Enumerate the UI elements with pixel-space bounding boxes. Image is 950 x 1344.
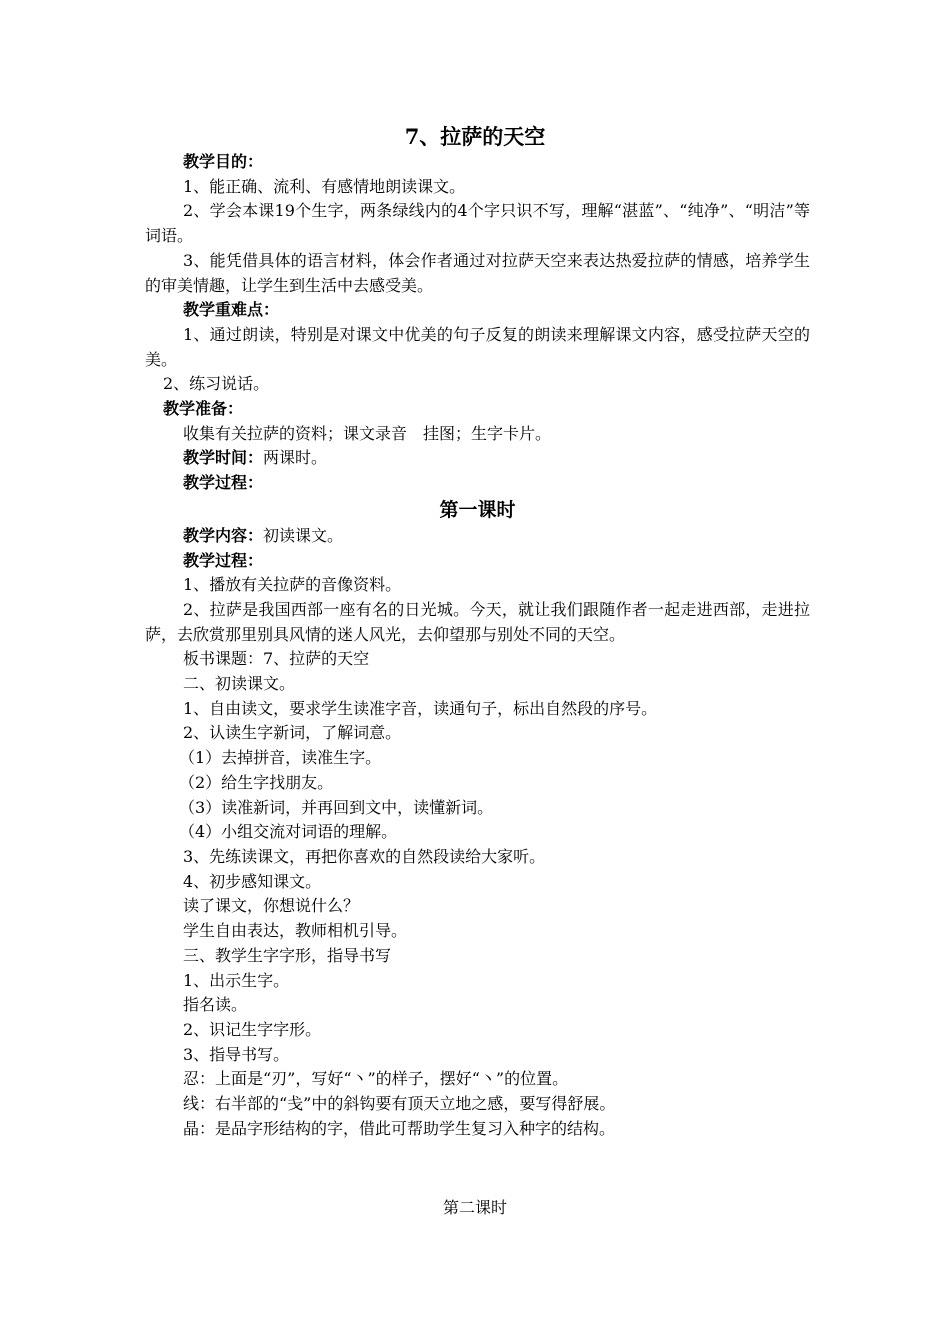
- heading-time: [145, 446, 810, 471]
- paragraph: 1、出示生字。: [183, 970, 290, 990]
- paragraph: 学生自由表达，教师相机引导。: [183, 921, 408, 941]
- heading-label: 教学内容：: [183, 525, 264, 545]
- paragraph: 2、学会本课19个生字，两条绿线内的4个字只识不写，理解“湛蓝”、“纯净”、“明洁”等词语。: [145, 201, 810, 246]
- heading-label: 教学目的：: [183, 152, 264, 171]
- paragraph: （2）给生字找朋友。: [179, 772, 334, 792]
- paragraph: 4、初步感知课文。: [183, 871, 322, 891]
- paragraph: 2、识记生字字形。: [183, 1019, 322, 1039]
- heading-label: 教学过程：: [183, 473, 264, 493]
- heading-label: 教学时间：: [183, 448, 264, 468]
- paragraph: 晶：是品字形结构的字，借此可帮助学生复习入种字的结构。: [183, 1118, 616, 1138]
- heading-value: 初读课文。: [263, 525, 344, 545]
- paragraph: 2、认读生字新词，了解词意。: [183, 723, 402, 743]
- heading-process: [145, 471, 810, 496]
- heading-label: 教学重难点：: [183, 300, 280, 320]
- paragraph: 二、初读课文。: [183, 674, 296, 694]
- heading-objectives: [145, 150, 810, 175]
- paragraph: 忍：上面是“刃”，写好“丶”的样子，摆好“丶”的位置。: [183, 1069, 569, 1089]
- paragraph: 线：右半部的“戋”中的斜钩要有顶天立地之感，要写得舒展。: [183, 1094, 616, 1114]
- lesson-two-heading: 第二课时: [442, 1198, 507, 1217]
- paragraph: 1、通过朗读，特别是对课文中优美的句子反复的朗读来理解课文内容，感受拉萨天空的美。: [145, 324, 810, 369]
- heading-process: [145, 549, 810, 574]
- paragraph: 2、练习说话。: [163, 374, 270, 394]
- paragraph: 收集有关拉萨的资料；课文录音 挂图；生字卡片。: [183, 423, 552, 443]
- paragraph: （1）去掉拼音，读准生字。: [179, 748, 382, 768]
- heading-key-points: [145, 298, 810, 323]
- paragraph: 2、拉萨是我国西部一座有名的日光城。今天，就让我们跟随作者一起走进西部，走进拉萨，去欣赏那里别具风情的迷人风光，去仰望那与别处不同的天空。: [145, 599, 810, 644]
- paragraph: 3、先练读课文，再把你喜欢的自然段读给大家听。: [183, 846, 546, 866]
- heading-preparation: [145, 397, 810, 422]
- paragraph: 1、自由读文，要求学生读准字音，读通句子，标出自然段的序号。: [183, 698, 658, 718]
- paragraph: 板书课题：7、拉萨的天空: [183, 649, 370, 669]
- paragraph: 3、指导书写。: [183, 1044, 290, 1064]
- paragraph: 三、教学生字字形，指导书写: [183, 945, 392, 965]
- paragraph: （4）小组交流对词语的理解。: [179, 822, 398, 842]
- paragraph: 1、播放有关拉萨的音像资料。: [183, 575, 402, 595]
- paragraph: （3）读准新词，并再回到文中，读懂新词。: [179, 797, 494, 817]
- paragraph: 读了课文，你想说什么？: [183, 896, 360, 916]
- lesson-one-heading: 第一课时: [439, 498, 516, 521]
- document-body: [145, 150, 810, 1141]
- heading-content: [145, 524, 810, 549]
- paragraph: 3、能凭借具体的语言材料，体会作者通过对拉萨天空来表达热爱拉萨的情感，培养学生的审美情趣，让学生到生活中去感受美。: [145, 250, 810, 295]
- document-title: 7、拉萨的天空: [404, 124, 546, 149]
- heading-label: 教学准备：: [163, 399, 244, 419]
- heading-label: 教学过程：: [183, 550, 264, 570]
- paragraph: 1、能正确、流利、有感情地朗读课文。: [183, 176, 466, 196]
- paragraph: 指名读。: [183, 995, 248, 1015]
- heading-value: 两课时。: [263, 448, 328, 468]
